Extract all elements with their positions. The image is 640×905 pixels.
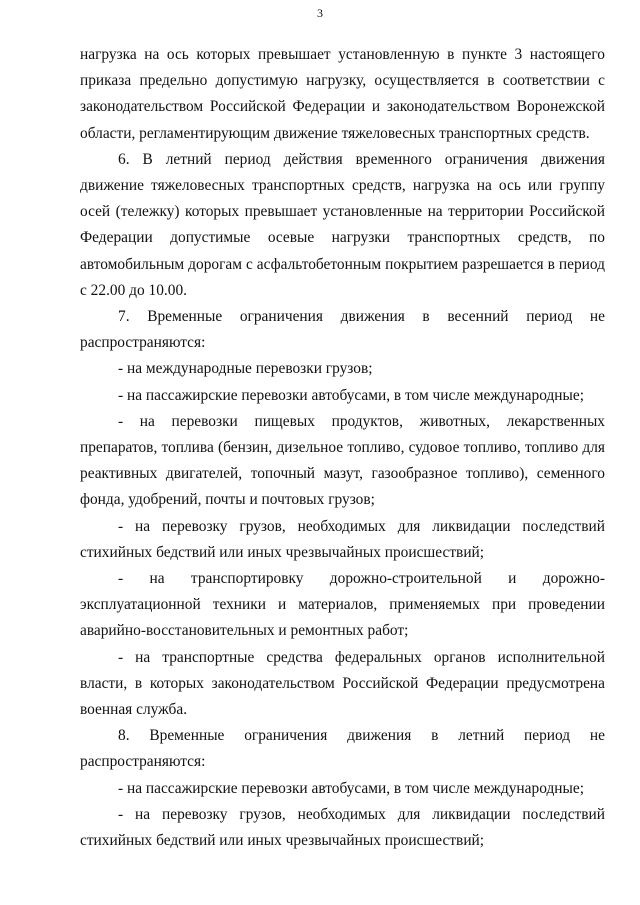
list-item-road-machinery: - на транспортировку дорожно-строительной и дорожно-эксплуатационной техники и материалов, применяемых при проведении аварийно-восстановительных и ремонтных работ;: [80, 570, 605, 640]
list-item-disaster-cargo-summer: - на перевозку грузов, необходимых для ликвидации последствий стихийных бедствий или иных чрезвычайных происшествий;: [80, 805, 605, 850]
list-item-bus-passenger-summer: - на пассажирские перевозки автобусами, в том числе международные;: [118, 779, 584, 797]
list-item-food-fuel: - на перевозки пищевых продуктов, животных, лекарственных препаратов, топлива (бензин, дизельное топливо, судовое топливо, топливо для реактивных двигателей, топочный мазут, газообразное топливо), семенного фонда, удобрений, почты и почтовых грузов;: [80, 412, 605, 509]
list-item-disaster-cargo: - на перевозку грузов, необходимых для ликвидации последствий стихийных бедствий или иных чрезвычайных происшествий;: [80, 517, 605, 561]
document-body: [80, 42, 605, 854]
paragraph-item-6: 6. В летний период действия временного ограничения движения движение тяжеловесных транспортных средств, нагрузка на ось или группу осей (тележку) которых превышает установленные на территории Российской Федерации допустимые осевые нагрузки транспортных средств, по автомобильным дорогам с асфальтобетонным покрытием разрешается в период с 22.00 до 10.00.: [80, 150, 605, 299]
paragraph-item-7-heading-end: распространяются:: [80, 334, 206, 352]
paragraph-continuation: нагрузка на ось которых превышает установленную в пункте 3 настоящего приказа предельно допустимую нагрузку, осуществляется в соответствии с законодательством Российской Федерации и законодательством Воронежской области, регламентирующим движение тяжеловесных транспортных средств.: [80, 46, 605, 142]
paragraph-item-8-heading-end: распространяются:: [80, 753, 206, 771]
list-item-federal-vehicles: - на транспортные средства федеральных органов исполнительной власти, в которых законодательством Российской Федерации предусмотрена военная служба.: [80, 648, 605, 719]
list-item-bus-passenger: - на пассажирские перевозки автобусами, в том числе международные;: [118, 386, 584, 404]
paragraph-item-8-heading: 8. Временные ограничения движения в летний период не: [118, 727, 605, 745]
page-number: 3: [317, 6, 323, 20]
list-item-international-cargo: - на международные перевозки грузов;: [118, 360, 373, 378]
paragraph-item-7-heading: 7. Временные ограничения движения в весенний период не: [118, 308, 605, 326]
